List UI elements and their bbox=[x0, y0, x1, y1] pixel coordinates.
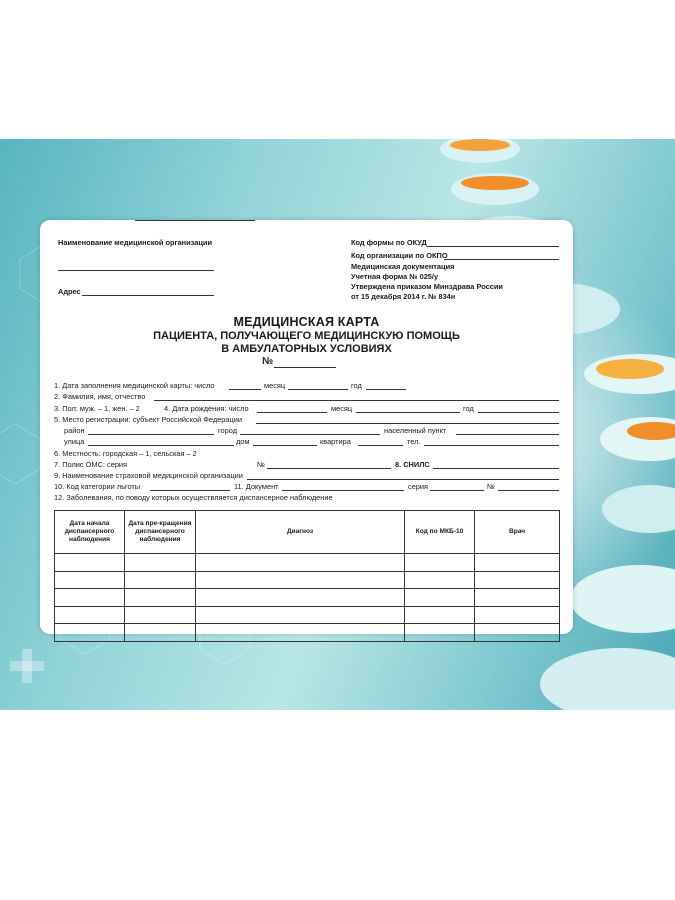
table-cell[interactable] bbox=[55, 624, 125, 642]
table-cell[interactable] bbox=[125, 624, 196, 642]
doc-type: Медицинская документация bbox=[351, 262, 455, 271]
field-fill-date-label: 1. Дата заполнения медицинской карты: число bbox=[54, 381, 215, 390]
field-full-name-label: 2. Фамилия, имя, отчество bbox=[54, 392, 146, 401]
address-label: Адрес bbox=[58, 287, 81, 296]
table-row bbox=[55, 571, 560, 589]
table-cell[interactable] bbox=[196, 606, 405, 624]
table-cell[interactable] bbox=[405, 589, 475, 607]
table-cell[interactable] bbox=[125, 554, 196, 572]
fill-date-year-line bbox=[366, 389, 406, 390]
table-cell[interactable] bbox=[475, 589, 560, 607]
district-line bbox=[88, 434, 214, 435]
card-title: МЕДИЦИНСКАЯ КАРТА bbox=[233, 315, 380, 329]
card-subtitle-1: ПАЦИЕНТА, ПОЛУЧАЮЩЕГО МЕДИЦИНСКУЮ ПОМОЩЬ bbox=[153, 330, 460, 342]
table-cell[interactable] bbox=[405, 624, 475, 642]
dispensary-table bbox=[54, 510, 560, 642]
document-line bbox=[282, 490, 404, 491]
city-label: город bbox=[218, 426, 238, 435]
field-diseases-label: 12. Заболевания, по поводу которых осуществляется диспансерное наблюдение bbox=[54, 493, 333, 502]
field-oms-label: 7. Полис ОМС: серия bbox=[54, 460, 128, 469]
settlement-line bbox=[456, 434, 559, 435]
document-series-label: серия bbox=[408, 482, 429, 491]
oms-no-label: № bbox=[257, 460, 265, 469]
birth-year-line bbox=[478, 412, 559, 413]
field-birth-date-label: 4. Дата рождения: число bbox=[164, 404, 249, 413]
org-name-line bbox=[58, 270, 214, 271]
table-row bbox=[55, 624, 560, 642]
street-line bbox=[88, 445, 234, 446]
street-label: улица bbox=[64, 437, 85, 446]
table-cell[interactable] bbox=[196, 571, 405, 589]
fill-date-day-line bbox=[229, 389, 261, 390]
table-cell[interactable] bbox=[196, 589, 405, 607]
okud-line bbox=[427, 246, 559, 247]
table-cell[interactable] bbox=[475, 571, 560, 589]
table-cell[interactable] bbox=[405, 606, 475, 624]
tel-line bbox=[424, 445, 559, 446]
table-cell[interactable] bbox=[475, 606, 560, 624]
field-benefit-code-label: 10. Код категории льготы bbox=[54, 482, 141, 491]
settlement-label: населенный пункт bbox=[384, 426, 447, 435]
district-label: район bbox=[64, 426, 85, 435]
table-cell[interactable] bbox=[55, 571, 125, 589]
table-cell[interactable] bbox=[405, 554, 475, 572]
address-line bbox=[82, 295, 214, 296]
table-header-row bbox=[55, 511, 560, 554]
order-date: от 15 декабря 2014 г. № 834н bbox=[351, 292, 456, 301]
city-line bbox=[240, 434, 380, 435]
document-number-line bbox=[498, 490, 559, 491]
table-cell[interactable] bbox=[55, 606, 125, 624]
fill-date-month-line bbox=[288, 389, 348, 390]
table-cell[interactable] bbox=[475, 624, 560, 642]
table-cell[interactable] bbox=[405, 571, 475, 589]
table-cell[interactable] bbox=[55, 589, 125, 607]
col-start-date: Дата начала диспансерного наблюдения bbox=[55, 511, 125, 554]
tel-label: тел. bbox=[407, 437, 421, 446]
table-cell[interactable] bbox=[475, 554, 560, 572]
col-end-date: Дата пре-кращения диспансерного наблюдения bbox=[125, 511, 196, 554]
okpo-label: Код организации по ОКПО bbox=[351, 251, 448, 260]
col-icd10: Код по МКБ-10 bbox=[405, 511, 475, 554]
snils-line bbox=[433, 468, 559, 469]
table-row bbox=[55, 606, 560, 624]
fill-date-month-label: месяц bbox=[264, 381, 286, 390]
okpo-line bbox=[444, 259, 559, 260]
col-doctor: Врач bbox=[475, 511, 560, 554]
org-name-label: Наименование медицинской организации bbox=[58, 238, 213, 247]
medical-card-form bbox=[40, 220, 573, 634]
field-locality-label: 6. Местность: городская – 1, сельская – 2 bbox=[54, 449, 197, 458]
birth-month-label: месяц bbox=[331, 404, 353, 413]
form-number: Учетная форма № 025/у bbox=[351, 272, 439, 281]
table-cell[interactable] bbox=[55, 554, 125, 572]
table-cell[interactable] bbox=[196, 624, 405, 642]
table-cell[interactable] bbox=[196, 554, 405, 572]
table-row bbox=[55, 589, 560, 607]
table-cell[interactable] bbox=[125, 606, 196, 624]
card-number-line bbox=[274, 367, 336, 368]
oms-number-line bbox=[267, 468, 391, 469]
benefit-code-line bbox=[150, 490, 230, 491]
flat-line bbox=[358, 445, 403, 446]
document-series-line bbox=[430, 490, 484, 491]
insurer-line bbox=[247, 479, 559, 480]
field-registration-label: 5. Место регистрации: субъект Российской Федерации bbox=[54, 415, 242, 424]
region-line bbox=[256, 423, 559, 424]
table-row bbox=[55, 554, 560, 572]
birth-year-label: год bbox=[463, 404, 474, 413]
field-document-label: 11. Документ bbox=[234, 482, 279, 491]
table-cell[interactable] bbox=[125, 589, 196, 607]
field-sex-label: 3. Пол: муж. – 1, жен. – 2 bbox=[54, 404, 140, 413]
birth-month-line bbox=[356, 412, 460, 413]
field-insurer-label: 9. Наименование страховой медицинской организации bbox=[54, 471, 243, 480]
okud-label: Код формы по ОКУД bbox=[351, 238, 427, 247]
full-name-line bbox=[154, 400, 559, 401]
card-number-label: № bbox=[262, 356, 274, 367]
approved-by: Утверждена приказом Минздрава России bbox=[351, 282, 503, 291]
house-line bbox=[253, 445, 317, 446]
house-label: дом bbox=[236, 437, 250, 446]
flat-label: квартира bbox=[320, 437, 351, 446]
oms-series-line bbox=[135, 220, 255, 221]
field-snils-label: 8. СНИЛС bbox=[395, 460, 430, 469]
table-cell[interactable] bbox=[125, 571, 196, 589]
document-no-label: № bbox=[487, 482, 495, 491]
col-diagnosis: Диагноз bbox=[196, 511, 405, 554]
card-subtitle-2: В АМБУЛАТОРНЫХ УСЛОВИЯХ bbox=[221, 343, 392, 355]
birth-day-line bbox=[257, 412, 327, 413]
fill-date-year-label: год bbox=[351, 381, 362, 390]
